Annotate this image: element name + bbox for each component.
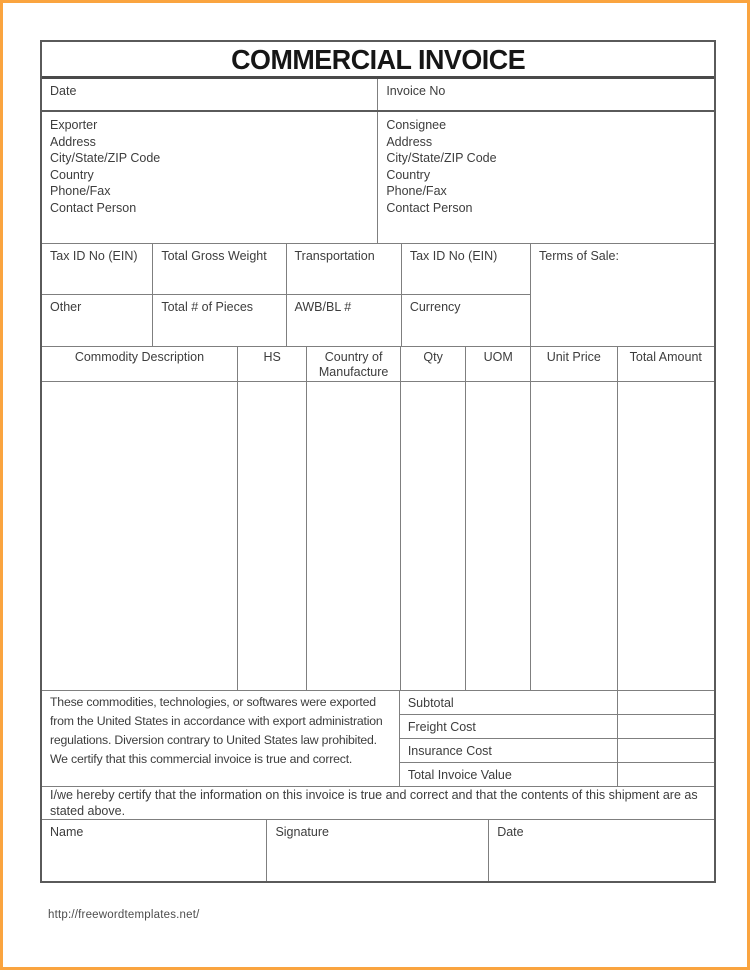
- currency-field[interactable]: [401, 294, 530, 346]
- total-gross-weight-field[interactable]: [152, 244, 285, 294]
- insurance-cost-label: Insurance Cost: [407, 743, 492, 758]
- country-of-manufacture-cell[interactable]: [306, 382, 399, 690]
- commodity-table-header: [42, 347, 714, 382]
- certification-statement: I/we hereby certify that the information on this invoice is true and correct and that the contents of this shipment are as stated above.: [42, 787, 714, 820]
- insurance-cost-value-cell[interactable]: [617, 739, 714, 762]
- total-invoice-value-row: [400, 763, 714, 786]
- total-gross-weight-label: Total Gross Weight: [161, 249, 267, 263]
- column-header-country-of-manufacture: Country of Manufacture: [306, 347, 399, 381]
- uom-cell[interactable]: [465, 382, 530, 690]
- tax-id-consignee-field[interactable]: [401, 244, 530, 294]
- total-invoice-value-label: Total Invoice Value: [407, 767, 512, 782]
- consignee-address-label: Address: [386, 134, 433, 149]
- signature-section: [42, 820, 714, 881]
- shipment-details-grid: [42, 244, 714, 347]
- invoice-no-label: Invoice No: [386, 84, 446, 98]
- date-signed-field[interactable]: [488, 820, 714, 881]
- totals-table: [400, 691, 714, 786]
- total-amount-cell[interactable]: [617, 382, 714, 690]
- column-header-qty: Qty: [400, 347, 466, 381]
- subtotal-row: [400, 691, 714, 715]
- name-label: Name: [50, 825, 84, 839]
- exporter-contact-label: Contact Person: [50, 200, 137, 215]
- tax-id-exporter-label: Tax ID No (EIN): [50, 249, 138, 263]
- total-pieces-label: Total # of Pieces: [161, 300, 254, 314]
- column-header-total-amount: Total Amount: [617, 347, 714, 381]
- date-label: Date: [50, 84, 77, 98]
- exporter-country-label: Country: [50, 167, 94, 182]
- subtotal-value-cell[interactable]: [617, 691, 714, 714]
- invoice-header-row: [42, 79, 714, 112]
- unit-price-cell[interactable]: [530, 382, 616, 690]
- tax-id-exporter-field[interactable]: [42, 244, 152, 294]
- footer-url: http://freewordtemplates.net/: [48, 909, 200, 921]
- invoice-no-field[interactable]: [377, 79, 714, 110]
- commodity-table-body: [42, 382, 714, 691]
- date-signed-label: Date: [497, 825, 524, 839]
- name-field[interactable]: [42, 820, 266, 881]
- consignee-field[interactable]: [377, 112, 714, 243]
- signature-label: Signature: [275, 825, 329, 839]
- column-header-hs: HS: [237, 347, 307, 381]
- awb-bl-label: AWB/BL #: [294, 300, 352, 314]
- consignee-country-label: Country: [386, 167, 431, 182]
- document-title: COMMERCIAL INVOICE: [230, 44, 526, 75]
- terms-of-sale-field[interactable]: [530, 244, 714, 346]
- date-field[interactable]: [42, 79, 377, 110]
- terms-of-sale-label: Terms of Sale:: [539, 249, 619, 263]
- consignee-phone-label: Phone/Fax: [386, 184, 447, 199]
- exporter-field[interactable]: [42, 112, 377, 243]
- commodity-description-cell[interactable]: [42, 382, 237, 690]
- exporter-address-label: Address: [50, 134, 96, 149]
- currency-label: Currency: [409, 300, 461, 314]
- total-invoice-value-cell[interactable]: [617, 763, 714, 786]
- transportation-field[interactable]: [286, 244, 401, 294]
- qty-cell[interactable]: [400, 382, 466, 690]
- consignee-contact-label: Contact Person: [386, 200, 473, 215]
- signature-field[interactable]: [266, 820, 488, 881]
- exporter-city-label: City/State/ZIP Code: [50, 151, 161, 166]
- tax-id-consignee-label: Tax ID No (EIN): [409, 249, 498, 263]
- summary-section: [42, 691, 714, 787]
- freight-cost-value-cell[interactable]: [617, 715, 714, 738]
- freight-cost-row: [400, 715, 714, 739]
- title-bar: [42, 42, 714, 79]
- parties-section: [42, 112, 714, 244]
- column-header-commodity-description: Commodity Description: [74, 350, 205, 364]
- column-header-uom: UOM: [465, 347, 530, 381]
- export-statement: These commodities, technologies, or softwares were exported from the United States in accordance with export administration regulations. Diversion contrary to United States law prohibited. We certify that this commercial invoice is true and correct.: [42, 691, 400, 786]
- insurance-cost-row: [400, 739, 714, 763]
- awb-bl-field[interactable]: [286, 294, 401, 346]
- subtotal-label: Subtotal: [407, 695, 454, 710]
- transportation-label: Transportation: [294, 249, 375, 263]
- hs-cell[interactable]: [237, 382, 307, 690]
- exporter-label: Exporter: [50, 118, 98, 132]
- consignee-label: Consignee: [386, 118, 447, 132]
- other-field[interactable]: [42, 294, 152, 346]
- total-pieces-field[interactable]: [152, 294, 285, 346]
- column-header-unit-price: Unit Price: [530, 347, 616, 381]
- consignee-city-label: City/State/ZIP Code: [386, 151, 497, 166]
- exporter-phone-label: Phone/Fax: [50, 184, 111, 199]
- freight-cost-label: Freight Cost: [407, 719, 476, 734]
- invoice-document: [40, 40, 716, 883]
- other-label: Other: [50, 300, 82, 314]
